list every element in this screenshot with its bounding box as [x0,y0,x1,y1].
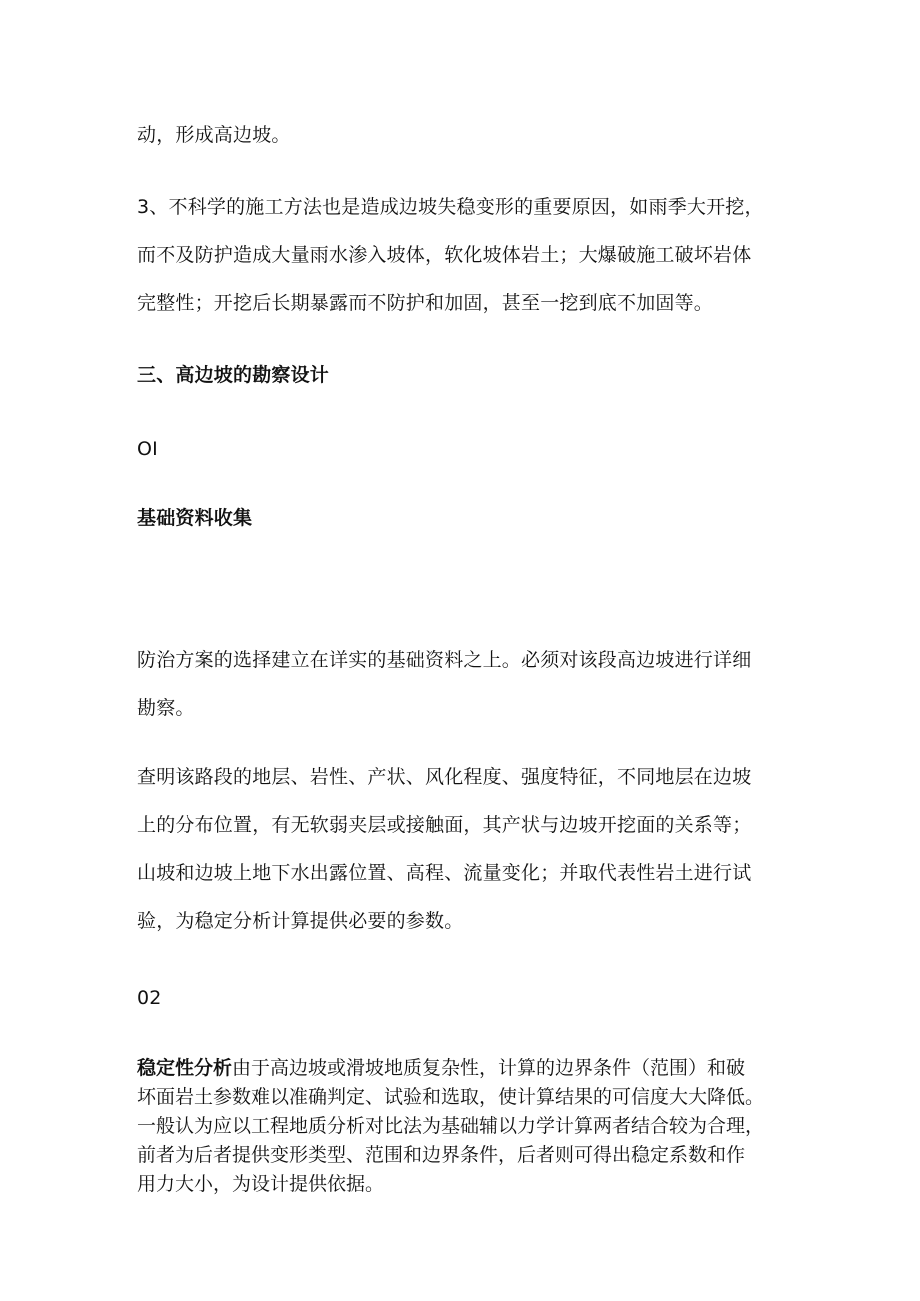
paragraph-line: 而不及防护造成大量雨水渗入坡体，软化坡体岩土；大爆破施工破坏岩体 [137,244,752,266]
paragraph-line: 动，形成高边坡。 [137,124,291,146]
paragraph-line: 查明该路段的地层、岩性、产状、风化程度、强度特征，不同地层在边坡 [137,766,752,788]
paragraph-line: 用力大小，为设计提供依据。 [137,1173,385,1195]
subsection-heading: 基础资料收集 [137,507,253,529]
paragraph-line: 验，为稳定分析计算提供必要的参数。 [137,910,464,932]
paragraph-line: 前者为后者提供变形类型、范围和边界条件，后者则可得出稳定系数和作 [137,1144,746,1166]
paragraph-line: 上的分布位置，有无软弱夹层或接触面，其产状与边坡开挖面的关系等； [137,814,752,836]
stability-first-row [137,1054,797,1083]
paragraph-line: 由于高边坡或滑坡地质复杂性，计算的边界条件（范围）和破 [232,1057,746,1079]
paragraph-line: 山坡和边坡上地下水出露位置、高程、流量变化；并取代表性岩土进行试 [137,862,752,884]
paragraph-line: 3、不科学的施工方法也是造成边坡失稳变形的重要原因，如雨季大开挖， [137,196,764,218]
stability-lead: 稳定性分析 [137,1057,233,1079]
stability-paragraph [137,1054,797,1199]
paragraph-line: 防治方案的选择建立在详实的基础资料之上。必须对该段高边坡进行详细 [137,649,752,671]
section-number: 02 [137,987,162,1009]
paragraph-line: 坏面岩土参数难以准确判定、试验和选取，使计算结果的可信度大大降低。 [137,1086,765,1108]
section-number: OI [137,438,158,460]
paragraph-line: 一般认为应以工程地质分析对比法为基础辅以力学计算两者结合较为合理， [137,1115,765,1137]
paragraph-line: 勘察。 [137,697,195,719]
section-heading: 三、高边坡的勘察设计 [137,364,330,386]
paragraph-line: 完整性；开挖后长期暴露而不防护和加固，甚至一挖到底不加固等。 [137,292,714,314]
